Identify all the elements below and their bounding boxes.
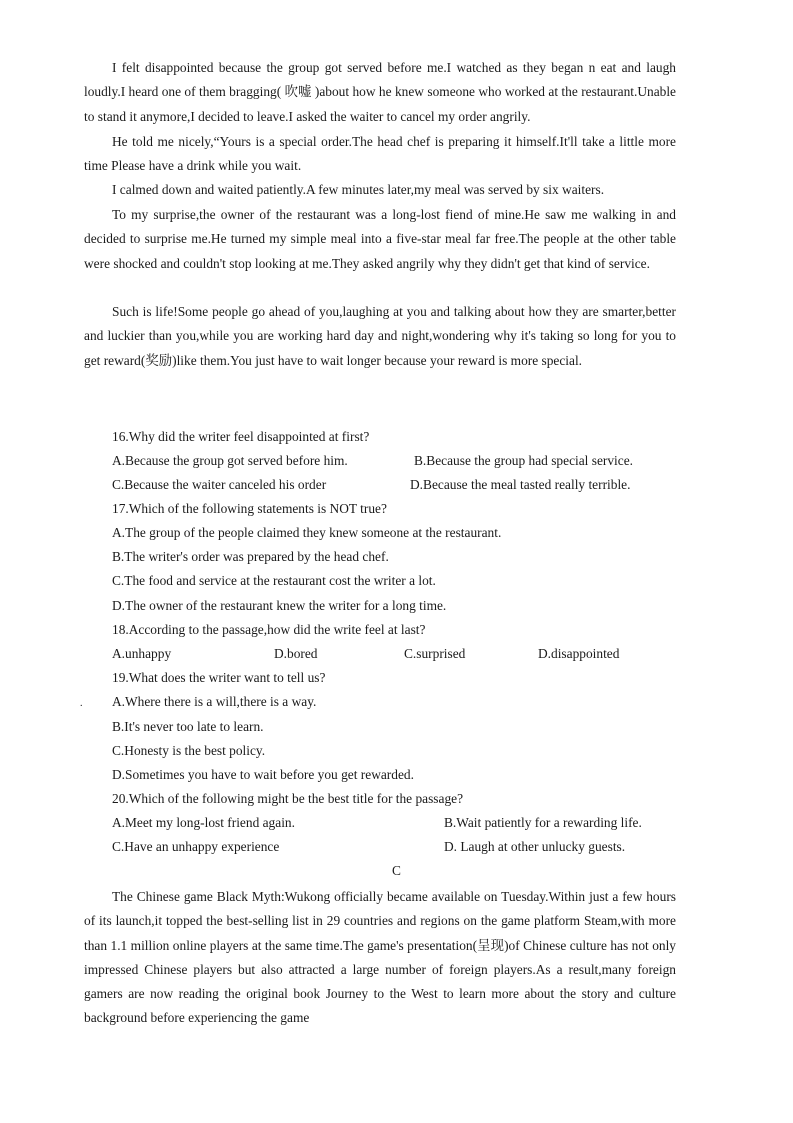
passage-b-paragraph-2: He told me nicely,“Yours is a special order.The head chef is preparing it himself.It'll take a little more time Please have a drink while you wait. [84,134,676,174]
passage-b-paragraph-3: I calmed down and waited patiently.A few minutes later,my meal was served by six waiters. [112,182,605,197]
question-19-option-c: C.Honesty is the best policy. [112,743,266,758]
question-16-option-d: D.Because the meal tasted really terrible. [410,477,631,492]
question-20-option-d: D. Laugh at other unlucky guests. [444,839,626,854]
question-17-option-d: D.The owner of the restaurant knew the writer for a long time. [112,598,447,613]
question-19-stem: 19.What does the writer want to tell us? [112,670,326,685]
question-18-option-c: C.surprised [404,646,466,661]
question-17-option-a: A.The group of the people claimed they knew someone at the restaurant. [112,525,502,540]
question-19-option-b: B.It's never too late to learn. [112,719,264,734]
passage-b-paragraph-1: I felt disappointed because the group got served before me.I watched as they began n eat and laugh loudly.I heard one of them bragging( 吹嘘 )about how he knew someone who worked at the restaurant.Unable to stand it anymore,I decided to leave.I asked the waiter to cancel my order angrily. [84,60,676,124]
section-c-paragraph: The Chinese game Black Myth:Wukong officially became available on Tuesday.Within just a few hours of its launch,it topped the best-selling list in 29 countries and regions on the game platform Steam,with more than 1.1 million online players at the same time.The game's presentation(呈现)of Chinese culture has not only impressed Chinese players but also attracted a large number of foreign players.As a result,many foreign gamers are now reading the original book Journey to the West to learn more about the story and culture background before experiencing the game [84,889,676,1026]
question-18-option-a: A.unhappy [112,646,172,661]
question-19-option-d: D.Sometimes you have to wait before you get rewarded. [112,767,414,782]
question-19-option-a: A.Where there is a will,there is a way. [112,694,317,709]
stray-mark: . [80,698,83,709]
question-20-option-a: A.Meet my long-lost friend again. [112,815,295,830]
question-18-stem: 18.According to the passage,how did the write feel at last? [112,622,426,637]
question-16-option-b: B.Because the group had special service. [414,453,634,468]
question-16-option-c: C.Because the waiter canceled his order [112,477,327,492]
question-20-option-b: B.Wait patiently for a rewarding life. [444,815,642,830]
section-c-heading: C [392,863,401,878]
question-18-option-b: D.bored [274,646,318,661]
question-20-stem: 20.Which of the following might be the best title for the passage? [112,791,464,806]
question-16-stem: 16.Why did the writer feel disappointed at first? [112,429,370,444]
question-16-option-a: A.Because the group got served before him. [112,453,348,468]
question-20-option-c: C.Have an unhappy experience [112,839,280,854]
passage-b-paragraph-5: Such is life!Some people go ahead of you,laughing at you and talking about how they are smarter,better and luckier than you,while you are working hard day and night,wondering why it's taking so long for you to get reward(奖励)like them.You just have to wait longer because your reward is more special. [84,304,676,368]
question-17-option-b: B.The writer's order was prepared by the head chef. [112,549,389,564]
question-17-stem: 17.Which of the following statements is NOT true? [112,501,387,516]
question-18-option-d: D.disappointed [538,646,620,661]
question-17-option-c: C.The food and service at the restaurant cost the writer a lot. [112,573,436,588]
passage-b-paragraph-4: To my surprise,the owner of the restaurant was a long-lost fiend of mine.He saw me walking in and decided to surprise me.He turned my simple meal into a five-star meal far free.The people at the other table were shocked and couldn't stop looking at me.They asked angrily why they didn't get that kind of service. [84,207,676,271]
